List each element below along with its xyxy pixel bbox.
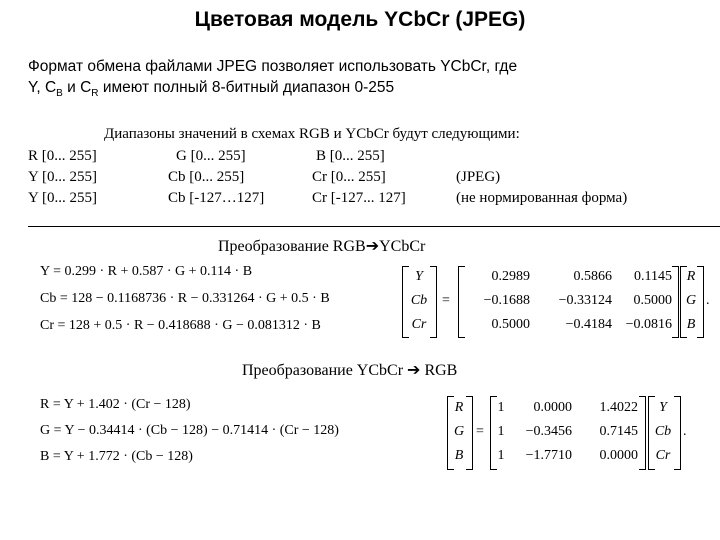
matrix-cell: 0.5000 — [633, 293, 672, 308]
equals-sign: = — [442, 293, 450, 308]
matrix-cell: 1.4022 — [599, 400, 638, 415]
range-note: (JPEG) — [456, 169, 501, 185]
matrix-rhs: R — [686, 269, 696, 284]
inverse-heading-text: Преобразование YCbCr — [242, 362, 404, 379]
slide-title: Цветовая модель YCbCr (JPEG) — [194, 8, 526, 31]
inverse-heading — [242, 360, 457, 380]
matrix-cell: −0.33124 — [558, 293, 612, 308]
intro-sub-r: R — [91, 88, 99, 100]
arrow-right-icon: ➔ — [407, 362, 421, 379]
forward-heading-tail: YCbCr — [379, 238, 426, 255]
matrix-cell: 0.0000 — [533, 400, 572, 415]
matrix-cell: 0.1145 — [634, 269, 672, 284]
matrix-cell: 0.0000 — [599, 448, 638, 463]
forward-heading-text: Преобразование RGB — [218, 238, 366, 255]
intro-text — [28, 56, 517, 104]
matrix-cell: 1 — [497, 424, 505, 439]
matrix-lhs: R — [454, 400, 464, 415]
matrix-cell: 0.5000 — [491, 317, 530, 332]
divider-line — [28, 226, 720, 227]
matrix-rhs: G — [685, 293, 697, 308]
inverse-heading-tail: RGB — [424, 362, 458, 379]
matrix-lhs: Y — [415, 269, 423, 284]
inverse-equation: B = Y + 1.772 · (Cb − 128) — [40, 449, 193, 464]
matrix-cell: −0.0816 — [625, 317, 672, 332]
bracket-right — [430, 266, 437, 338]
intro-y: Y, C — [28, 79, 57, 96]
matrix-rhs: Cr — [655, 448, 671, 463]
matrix-cell: −0.1688 — [483, 293, 530, 308]
bracket-right — [466, 396, 473, 470]
equals-sign: = — [476, 424, 484, 439]
matrix-lhs: G — [453, 424, 465, 439]
bracket-right — [639, 396, 646, 470]
bracket-right — [672, 266, 679, 338]
range-cell: Cb [0... 255] — [168, 169, 245, 185]
matrix-rhs: Y — [659, 400, 667, 415]
matrix-cell: −0.4184 — [565, 317, 612, 332]
matrix-cell: 0.7145 — [599, 424, 638, 439]
range-cell: Cr [-127... 127] — [312, 190, 406, 206]
range-note: (не нормированная форма) — [456, 190, 628, 206]
matrix-rhs: B — [686, 317, 696, 332]
arrow-right-icon: ➔ — [365, 238, 380, 255]
intro-line-1: Формат обмена файлами JPEG позволяет использовать YCbCr, где — [28, 58, 518, 75]
matrix-cell: 1 — [497, 448, 505, 463]
bracket-right — [674, 396, 681, 470]
matrix-lhs: Cr — [411, 317, 427, 332]
end-dot: . — [706, 293, 710, 308]
matrix-lhs: Cb — [410, 293, 428, 308]
matrix-cell: 1 — [497, 400, 505, 415]
forward-heading — [218, 236, 425, 256]
matrix-cell: −1.7710 — [525, 448, 572, 463]
range-cell: B [0... 255] — [316, 148, 385, 164]
matrix-lhs: B — [454, 448, 464, 463]
matrix-cell: −0.3456 — [525, 424, 572, 439]
range-cell: R [0... 255] — [28, 148, 97, 164]
intro-and: и C — [62, 79, 92, 96]
matrix-cell: 0.5866 — [573, 269, 612, 284]
range-cell: Cb [-127…127] — [168, 190, 265, 206]
range-cell: Y [0... 255] — [28, 169, 98, 185]
bracket-right — [697, 266, 704, 338]
inverse-equation: G = Y − 0.34414 · (Cb − 128) − 0.71414 · (Cr − 128) — [40, 423, 339, 438]
inverse-equation: R = Y + 1.402 · (Cr − 128) — [40, 397, 191, 412]
range-cell: Y [0... 255] — [28, 190, 98, 206]
intro-sub-b: B — [56, 88, 63, 100]
range-cell: G [0... 255] — [176, 148, 246, 164]
intro-line-2 — [28, 77, 517, 104]
intro-rest: имеют полный 8-битный диапазон 0-255 — [98, 79, 395, 96]
ranges-heading: Диапазоны значений в схемах RGB и YCbCr будут следующими: — [104, 126, 520, 142]
forward-equation: Cr = 128 + 0.5 · R − 0.418688 · G − 0.081312 · B — [40, 318, 321, 333]
matrix-rhs: Cb — [654, 424, 672, 439]
forward-equation: Y = 0.299 · R + 0.587 · G + 0.114 · B — [40, 264, 253, 279]
end-dot: . — [683, 424, 687, 439]
forward-equation: Cb = 128 − 0.1168736 · R − 0.331264 · G + 0.5 · B — [40, 291, 330, 306]
matrix-cell: 0.2989 — [491, 269, 530, 284]
range-cell: Cr [0... 255] — [312, 169, 386, 185]
